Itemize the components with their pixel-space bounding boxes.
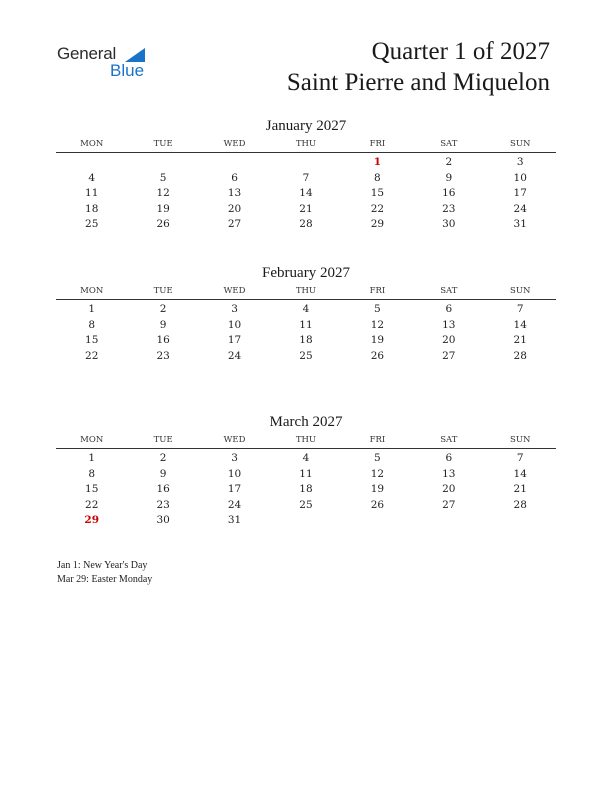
week-row	[56, 186, 556, 202]
day-cell: 8	[88, 318, 96, 331]
day-cell: 21	[513, 334, 527, 347]
day-cell: 10	[227, 318, 242, 331]
month-title: February 2027	[262, 265, 350, 281]
day-cell: 2	[159, 303, 167, 315]
day-cell: 13	[442, 318, 456, 331]
day-cell: 25	[299, 349, 313, 362]
weekday-header: SAT	[440, 286, 458, 296]
logo	[57, 44, 157, 84]
weekday-header: WED	[223, 286, 246, 296]
day-cell: 6	[231, 171, 238, 184]
day-cell: 2	[445, 156, 453, 168]
weekday-header: MON	[80, 435, 104, 445]
weekday-header: SAT	[440, 139, 458, 149]
day-cell: 10	[513, 171, 527, 184]
day-cell: 17	[513, 187, 527, 200]
holiday-note: Jan 1: New Year's Day	[57, 560, 148, 571]
day-cell: 12	[370, 318, 385, 331]
weekday-header-row	[56, 136, 556, 153]
week-row	[56, 498, 556, 514]
weekday-header: FRI	[369, 139, 386, 149]
holiday-notes	[57, 559, 152, 587]
weekday-header: MON	[80, 286, 104, 296]
month-title: January 2027	[265, 118, 347, 134]
week-row	[56, 202, 556, 218]
day-cell: 2	[159, 452, 167, 464]
logo-triangle-icon	[125, 48, 145, 62]
weekday-header: TUE	[153, 139, 173, 149]
day-cell: 24	[513, 202, 527, 215]
day-cell: 9	[159, 318, 167, 331]
day-cell	[127, 155, 198, 171]
day-cell: 6	[445, 452, 453, 464]
day-cell: 22	[85, 498, 99, 511]
month-title: March 2027	[269, 414, 343, 430]
weekday-header: THU	[295, 435, 317, 445]
month-january	[56, 116, 556, 233]
day-cell: 29	[370, 218, 385, 231]
week-row	[56, 155, 556, 171]
day-cell: 11	[299, 318, 313, 331]
day-cell: 24	[227, 498, 242, 511]
day-cell: 6	[445, 303, 453, 315]
day-cell: 4	[302, 303, 310, 315]
day-cell: 23	[442, 202, 456, 215]
day-cell: 22	[370, 202, 385, 215]
day-cell: 16	[156, 334, 170, 347]
day-cell: 28	[299, 218, 313, 231]
weekday-header: SUN	[510, 435, 531, 445]
week-row	[56, 302, 556, 318]
holiday-note: Mar 29: Easter Monday	[57, 574, 153, 585]
day-cell: 4	[88, 171, 96, 184]
day-cell	[485, 513, 556, 529]
day-cell: 8	[374, 171, 381, 184]
weekday-header: SAT	[440, 435, 458, 445]
logo-general-text: General	[57, 44, 117, 63]
week-row	[56, 513, 556, 529]
day-cell: 7	[516, 303, 524, 315]
title-quarter: Quarter 1 of 2027	[371, 38, 550, 65]
day-cell: 13	[227, 187, 242, 200]
day-cell: 27	[442, 498, 456, 511]
day-cell: 28	[513, 498, 527, 511]
day-cell: 20	[442, 483, 456, 496]
day-cell: 5	[374, 452, 381, 464]
day-cell: 31	[513, 218, 527, 231]
day-cell: 17	[227, 483, 242, 496]
day-cell: 11	[299, 467, 313, 480]
week-row	[56, 349, 556, 365]
holiday-day-cell: 1	[373, 156, 382, 168]
day-cell: 31	[227, 514, 242, 527]
day-cell: 18	[299, 334, 313, 347]
day-cell: 27	[227, 218, 242, 231]
day-cell: 15	[85, 483, 99, 496]
day-cell: 1	[88, 303, 96, 315]
day-cell: 26	[370, 498, 385, 511]
day-cell	[413, 513, 484, 529]
week-row	[56, 318, 556, 334]
month-february	[56, 263, 556, 364]
day-cell	[342, 513, 413, 529]
day-cell: 18	[85, 202, 99, 215]
day-cell: 16	[442, 187, 456, 200]
day-cell: 26	[156, 218, 170, 231]
weekday-header: WED	[223, 435, 246, 445]
day-cell	[199, 155, 270, 171]
weekday-header-row	[56, 432, 556, 449]
day-cell: 4	[302, 452, 310, 464]
day-cell: 7	[516, 452, 524, 464]
day-cell: 19	[156, 202, 170, 215]
page-title	[287, 36, 550, 98]
day-cell: 30	[156, 514, 170, 527]
day-cell: 14	[513, 318, 527, 331]
day-cell: 27	[442, 349, 456, 362]
day-cell: 10	[227, 467, 242, 480]
day-cell: 18	[299, 483, 313, 496]
day-cell	[56, 155, 127, 171]
weekday-header: SUN	[510, 286, 531, 296]
day-cell	[270, 513, 341, 529]
weekday-header-row	[56, 283, 556, 300]
week-row	[56, 482, 556, 498]
day-cell: 19	[370, 334, 385, 347]
day-cell: 12	[156, 187, 170, 200]
weekday-header: TUE	[153, 435, 173, 445]
day-cell: 21	[299, 202, 313, 215]
day-cell: 20	[442, 334, 456, 347]
day-cell: 3	[231, 452, 238, 464]
holiday-day-cell: 29	[84, 514, 100, 527]
day-cell: 16	[156, 483, 170, 496]
day-cell: 15	[370, 187, 385, 200]
day-cell: 13	[442, 467, 456, 480]
day-cell: 14	[299, 187, 313, 200]
week-row	[56, 467, 556, 483]
day-cell: 5	[374, 303, 381, 315]
day-cell: 17	[227, 334, 242, 347]
day-cell	[270, 155, 341, 171]
weekday-header: SUN	[510, 139, 531, 149]
weekday-header: TUE	[153, 286, 173, 296]
weekday-header: FRI	[369, 286, 386, 296]
week-row	[56, 333, 556, 349]
weekday-header: THU	[295, 139, 317, 149]
month-march	[56, 412, 556, 529]
day-cell: 20	[227, 202, 242, 215]
week-row	[56, 171, 556, 187]
day-cell: 15	[85, 334, 99, 347]
day-cell: 8	[88, 467, 96, 480]
day-cell: 9	[159, 467, 167, 480]
week-row	[56, 217, 556, 233]
day-cell: 30	[442, 218, 456, 231]
day-cell: 23	[156, 498, 170, 511]
day-cell: 12	[370, 467, 385, 480]
day-cell: 3	[516, 156, 524, 168]
title-region: Saint Pierre and Miquelon	[286, 69, 550, 96]
weekday-header: WED	[223, 139, 246, 149]
day-cell: 24	[227, 349, 242, 362]
day-cell: 25	[85, 218, 99, 231]
day-cell: 26	[370, 349, 385, 362]
day-cell: 3	[231, 303, 238, 315]
day-cell: 14	[513, 467, 527, 480]
day-cell: 19	[370, 483, 385, 496]
day-cell: 28	[513, 349, 527, 362]
weekday-header: MON	[80, 139, 104, 149]
day-cell: 11	[85, 187, 99, 200]
day-cell: 21	[513, 483, 527, 496]
day-cell: 22	[85, 349, 99, 362]
day-cell: 1	[88, 452, 96, 464]
week-row	[56, 451, 556, 467]
day-cell: 5	[159, 171, 167, 184]
weekday-header: FRI	[369, 435, 386, 445]
day-cell: 7	[302, 171, 310, 184]
day-cell: 25	[299, 498, 313, 511]
day-cell: 9	[445, 171, 453, 184]
logo-blue-text: Blue	[110, 61, 145, 80]
day-cell: 23	[156, 349, 170, 362]
weekday-header: THU	[295, 286, 317, 296]
